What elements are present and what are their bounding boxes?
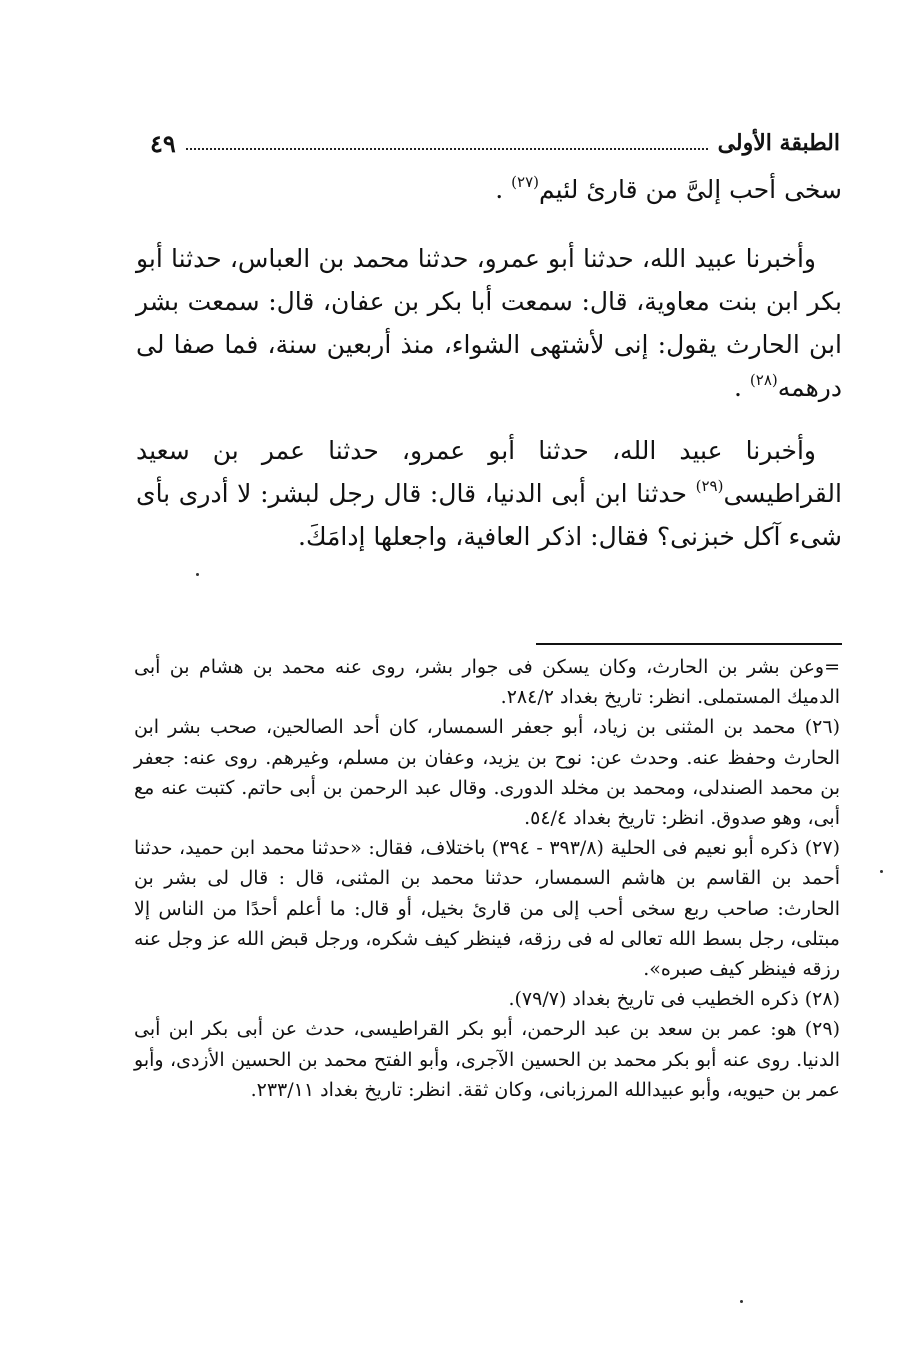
footnote-27: (٢٧) ذكره أبو نعيم فى الحلية (٣٩٣/٨ - ٣٩٤) باختلاف، فقال: «حدثنا محمد ابن حميد، حدثنا أحمد بن القاسم بن هاشم السمسار، حدثنا محمد بن المثنى، قال : قال لى بشر بن الحارث: صاحب ربع سخى أحب إلى من قارئ بخيل، أو قال: ما أعلم أحدًا من الناس إلا مبتلى، رجل بسط الله تعالى له فى رزقه، فينظر كيف شكره، ورجل قبض الله عز وجل عنه رزقه فينظر كيف صبره». <box>134 837 841 981</box>
running-header <box>150 126 840 160</box>
scan-speck <box>880 870 883 873</box>
main-paragraph-2 <box>136 237 842 409</box>
footnote-26: (٢٦) محمد بن المثنى بن زياد، أبو جعفر السمسار، كان أحد الصالحين، صحب بشر ابن الحارث وحفظ عنه. وحدث عن: نوح بن يزيد، وعفان بن مسلم، وغيرهم. روى عنه: جعفر بن محمد الصندلى، ومحمد بن مخلد الدورى. وقال عبد الرحمن بن أبى حاتم. كتبت عنه مع أبى، وهو صدوق. انظر: تاريخ بغداد ٥٤/٤. <box>134 716 840 830</box>
main-paragraph-3-text-b: حدثنا ابن أبى الدنيا، قال: قال رجل لبشر: لا أدرى بأى شىء آكل خبزنى؟ فقال: اذكر العافية، واجعلها إدامَكَ. <box>136 479 842 551</box>
main-line-1-text: سخى أحب إلىَّ من قارئ لئيم <box>539 175 842 204</box>
footnote-separator <box>536 643 842 645</box>
footnote-ref-29: (٢٩) <box>695 477 724 495</box>
scan-speck <box>740 1300 743 1303</box>
running-title: الطبقة الأولى <box>717 130 840 156</box>
footnote-ref-28: (٢٨) <box>749 371 778 389</box>
main-paragraph-2-text: وأخبرنا عبيد الله، حدثنا أبو عمرو، حدثنا محمد بن العباس، حدثنا أبو بكر ابن بنت معاوية، قال: سمعت أبا بكر بن عفان، قال: سمعت بشر ابن الحارث يقول: إنى لأشتهى الشواء، منذ أربعين سنة، فما صفا لى درهمه <box>136 244 842 402</box>
main-paragraph-2-end: . <box>734 373 742 402</box>
main-line-1 <box>136 168 842 211</box>
main-paragraph-3 <box>136 429 842 558</box>
footnote-ref-27: (٢٧) <box>511 173 540 191</box>
footnote-29: (٢٩) هو: عمر بن سعد بن عبد الرحمن، أبو بكر القراطيسى، حدث عن أبى بكر ابن أبى الدنيا. روى عنه أبو بكر محمد بن الحسين الآجرى، وأبو الفتح محمد بن الحسين الأزدى، وأبو عمر بن حيويه، وأبو عبيدالله المرزبانى، وكان ثقة. انظر: تاريخ بغداد ٢٣٣/١١. <box>134 1018 840 1101</box>
main-line-1-end: . <box>495 175 504 204</box>
main-paragraph-3-text-a: وأخبرنا عبيد الله، حدثنا أبو عمرو، حدثنا عمر بن سعيد القراطيسى <box>136 436 842 508</box>
footnote-continued: =وعن بشر بن الحارث، وكان يسكن فى جوار بشر، روى عنه محمد بن هشام بن أبى الدميك المستملى. انظر: تاريخ بغداد ٢٨٤/٢. <box>134 656 840 709</box>
footnote-28: (٢٨) ذكره الخطيب فى تاريخ بغداد (٧٩/٧). <box>508 988 840 1011</box>
main-text <box>136 168 842 558</box>
page-number: ٤٩ <box>150 128 176 158</box>
footnotes <box>134 652 840 1105</box>
dotted-leader <box>186 148 708 150</box>
scan-speck <box>196 573 199 576</box>
